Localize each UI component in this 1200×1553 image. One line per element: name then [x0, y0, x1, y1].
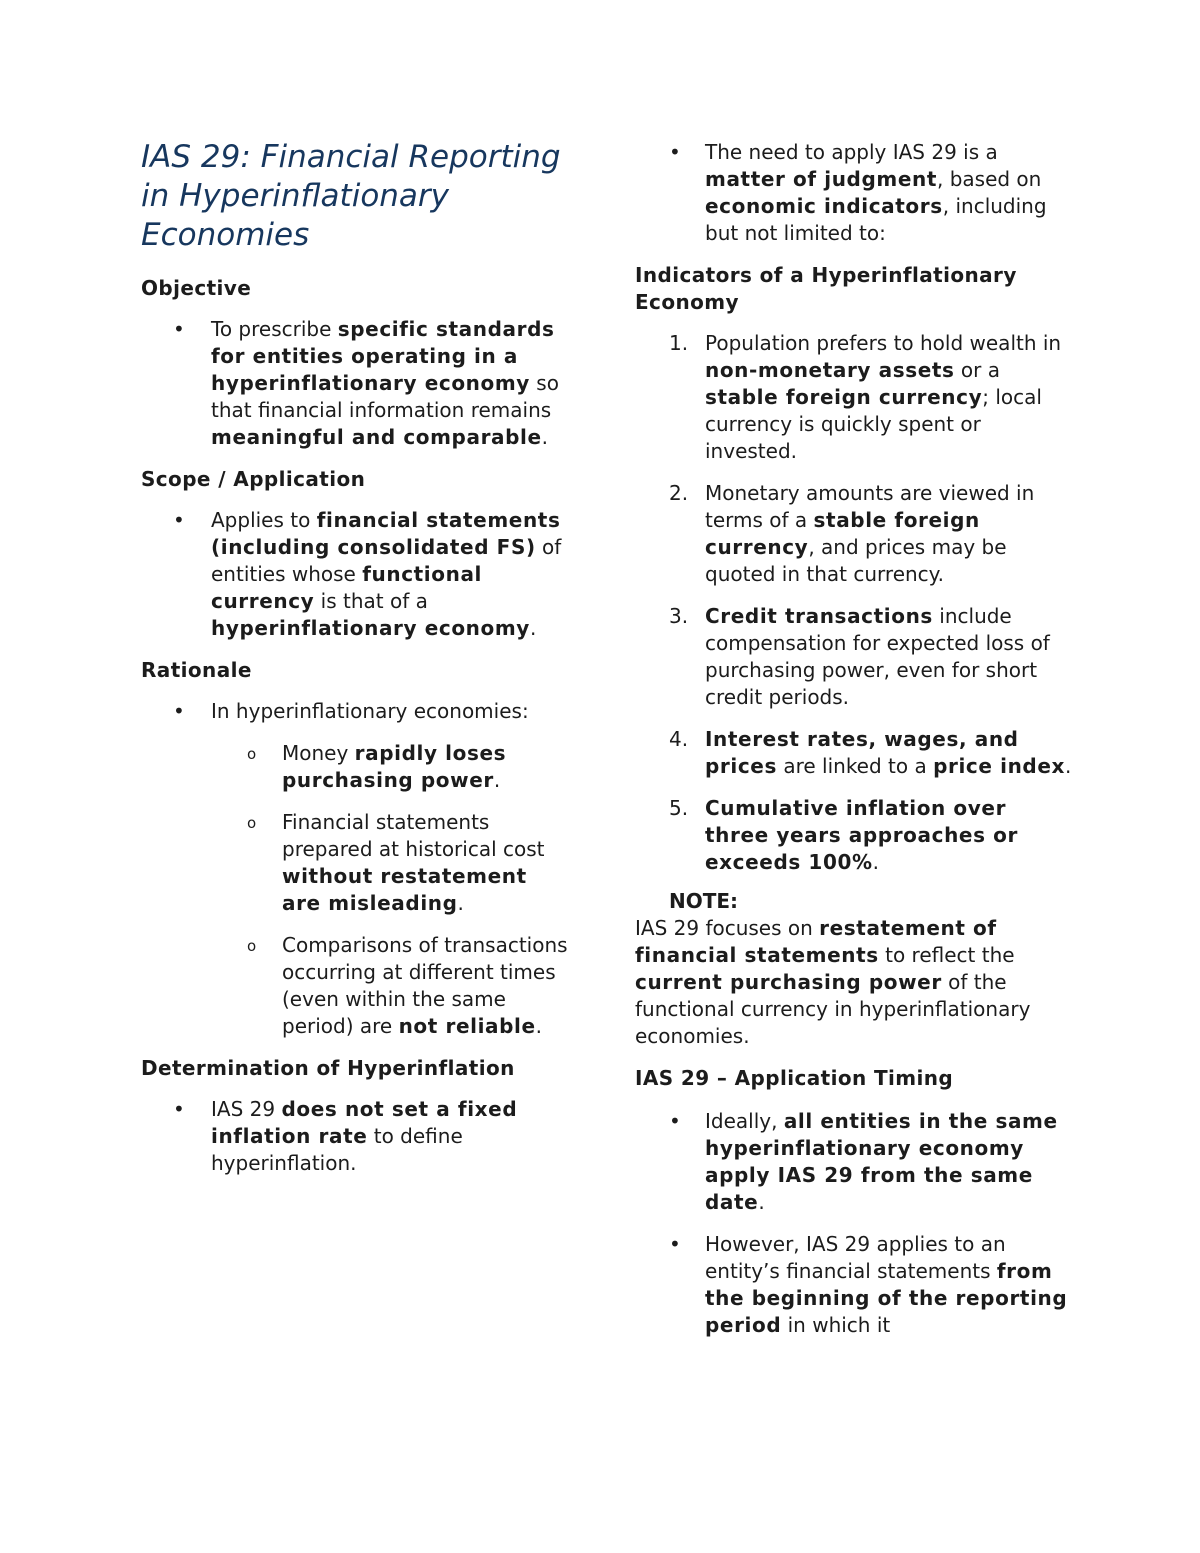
- list-item: • The need to apply IAS 29 is a matter of judgment, based on economic indicators, including but not limited to:: [669, 140, 1047, 245]
- heading-objective: Objective: [141, 276, 252, 300]
- right-column: [635, 139, 1075, 1354]
- heading-timing: IAS 29 – Application Timing: [635, 1066, 954, 1090]
- determination-list-continued: [635, 139, 1075, 247]
- heading-scope: Scope / Application: [141, 467, 366, 491]
- numbered-item: 2. Monetary amounts are viewed in terms of a stable foreign currency, and prices may be quoted in that currency.: [669, 481, 1035, 586]
- sub-bullet-icon: o: [247, 745, 257, 763]
- bullet-icon: •: [173, 317, 185, 341]
- rationale-list: [141, 698, 571, 1040]
- left-column: [141, 138, 571, 1192]
- document-title: IAS 29: Financial Reporting in Hyperinflationary Economies: [141, 139, 561, 253]
- list-item: • Applies to financial statements (including consolidated FS) of entities whose functional currency is that of a hyperinflationary economy.: [173, 508, 562, 640]
- heading-rationale: Rationale: [141, 658, 252, 682]
- bullet-icon: •: [669, 1232, 681, 1256]
- list-item: • IAS 29 does not set a fixed inflation rate to define hyperinflation.: [173, 1097, 518, 1175]
- numbered-item: 5. Cumulative inflation over three years approaches or exceeds 100%.: [669, 796, 1018, 874]
- bullet-icon: •: [669, 140, 681, 164]
- timing-list: [635, 1108, 1075, 1339]
- heading-indicators: Indicators of a Hyperinflationary Economy: [635, 263, 1017, 314]
- heading-determination: Determination of Hyperinflation: [141, 1056, 515, 1080]
- numbered-item: 3. Credit transactions include compensation for expected loss of purchasing power, even for short credit periods.: [669, 604, 1050, 709]
- item-number: 2.: [669, 481, 689, 505]
- bullet-icon: •: [173, 508, 185, 532]
- item-number: 3.: [669, 604, 689, 628]
- indicators-list: [635, 330, 1075, 876]
- determination-list: [141, 1096, 571, 1177]
- bullet-icon: •: [173, 1097, 185, 1121]
- item-number: 4.: [669, 727, 689, 751]
- scope-list: [141, 507, 571, 642]
- numbered-item: 1. Population prefers to hold wealth in non-monetary assets or a stable foreign currency; local currency is quickly spent or invested.: [669, 331, 1062, 463]
- list-item: • In hyperinflationary economies:: [173, 699, 529, 723]
- item-number: 5.: [669, 796, 689, 820]
- item-number: 1.: [669, 331, 689, 355]
- numbered-item: 4. Interest rates, wages, and prices are linked to a price index.: [669, 727, 1072, 778]
- sub-bullet-icon: o: [247, 814, 257, 832]
- bullet-icon: •: [173, 699, 185, 723]
- sub-list-item: o Comparisons of transactions occurring at different times (even within the same period) are not reliable.: [247, 933, 568, 1038]
- list-item: • To prescribe specific standards for entities operating in a hyperinflationary economy so that financial information remains meaningful and comparable.: [173, 317, 559, 449]
- list-item: • Ideally, all entities in the same hyperinflationary economy apply IAS 29 from the same date.: [669, 1109, 1058, 1214]
- sub-list-item: o Financial statements prepared at historical cost without restatement are misleading.: [247, 810, 545, 915]
- list-item: • However, IAS 29 applies to an entity’s financial statements from the beginning of the reporting period in which it: [669, 1232, 1068, 1337]
- note-label: NOTE:: [669, 889, 739, 913]
- sub-bullet-icon: o: [247, 937, 257, 955]
- sub-list-item: o Money rapidly loses purchasing power.: [247, 741, 507, 792]
- objective-list: [141, 316, 571, 451]
- bullet-icon: •: [669, 1109, 681, 1133]
- note-text: IAS 29 focuses on restatement of financial statements to reflect the current purchasing power of the functional currency in hyperinflationary economies.: [635, 916, 1031, 1048]
